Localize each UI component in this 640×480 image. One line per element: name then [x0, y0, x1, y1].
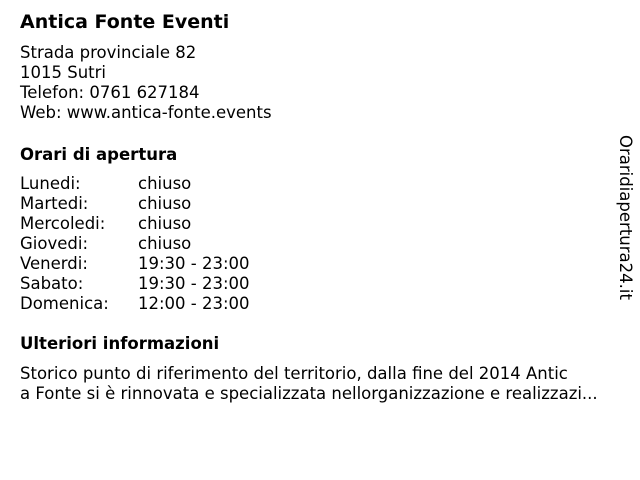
hours-time: chiuso — [138, 174, 192, 193]
info-line: Storico punto di riferimento del territorio, dalla fine del 2014 Antic — [20, 364, 568, 383]
hours-row-thursday — [20, 234, 250, 254]
street-address: Strada provinciale 82 — [20, 43, 197, 62]
city-address: 1015 Sutri — [20, 63, 107, 82]
site-watermark: Oraridiapertura24.it — [616, 135, 635, 300]
info-line: a Fonte si è rinnovata e specializzata nellorganizzazione e realizzazi... — [20, 384, 598, 403]
further-info-text — [20, 364, 628, 404]
hours-day: Sabato: — [20, 274, 84, 293]
hours-row-saturday — [20, 274, 250, 294]
hours-row-friday — [20, 254, 250, 274]
hours-day: Venerdi: — [20, 254, 88, 273]
phone-number: Telefon: 0761 627184 — [20, 83, 200, 102]
address-block — [20, 43, 272, 123]
hours-day: Lunedi: — [20, 174, 81, 193]
hours-time: chiuso — [138, 194, 192, 213]
business-name: Antica Fonte Eventi — [20, 11, 230, 33]
hours-row-sunday — [20, 294, 250, 314]
hours-row-wednesday — [20, 214, 250, 234]
opening-hours-heading: Orari di apertura — [20, 145, 178, 164]
hours-day: Domenica: — [20, 294, 109, 313]
hours-time: 12:00 - 23:00 — [138, 294, 250, 313]
further-info-heading: Ulteriori informazioni — [20, 334, 220, 353]
hours-time: 19:30 - 23:00 — [138, 274, 250, 293]
hours-time: chiuso — [138, 234, 192, 253]
hours-time: chiuso — [138, 214, 192, 233]
opening-hours-table — [20, 174, 250, 314]
hours-time: 19:30 - 23:00 — [138, 254, 250, 273]
hours-day: Giovedi: — [20, 234, 88, 253]
hours-day: Martedi: — [20, 194, 89, 213]
hours-row-monday — [20, 174, 250, 194]
hours-day: Mercoledi: — [20, 214, 106, 233]
website-link[interactable]: Web: www.antica-fonte.events — [20, 103, 272, 122]
hours-row-tuesday — [20, 194, 250, 214]
